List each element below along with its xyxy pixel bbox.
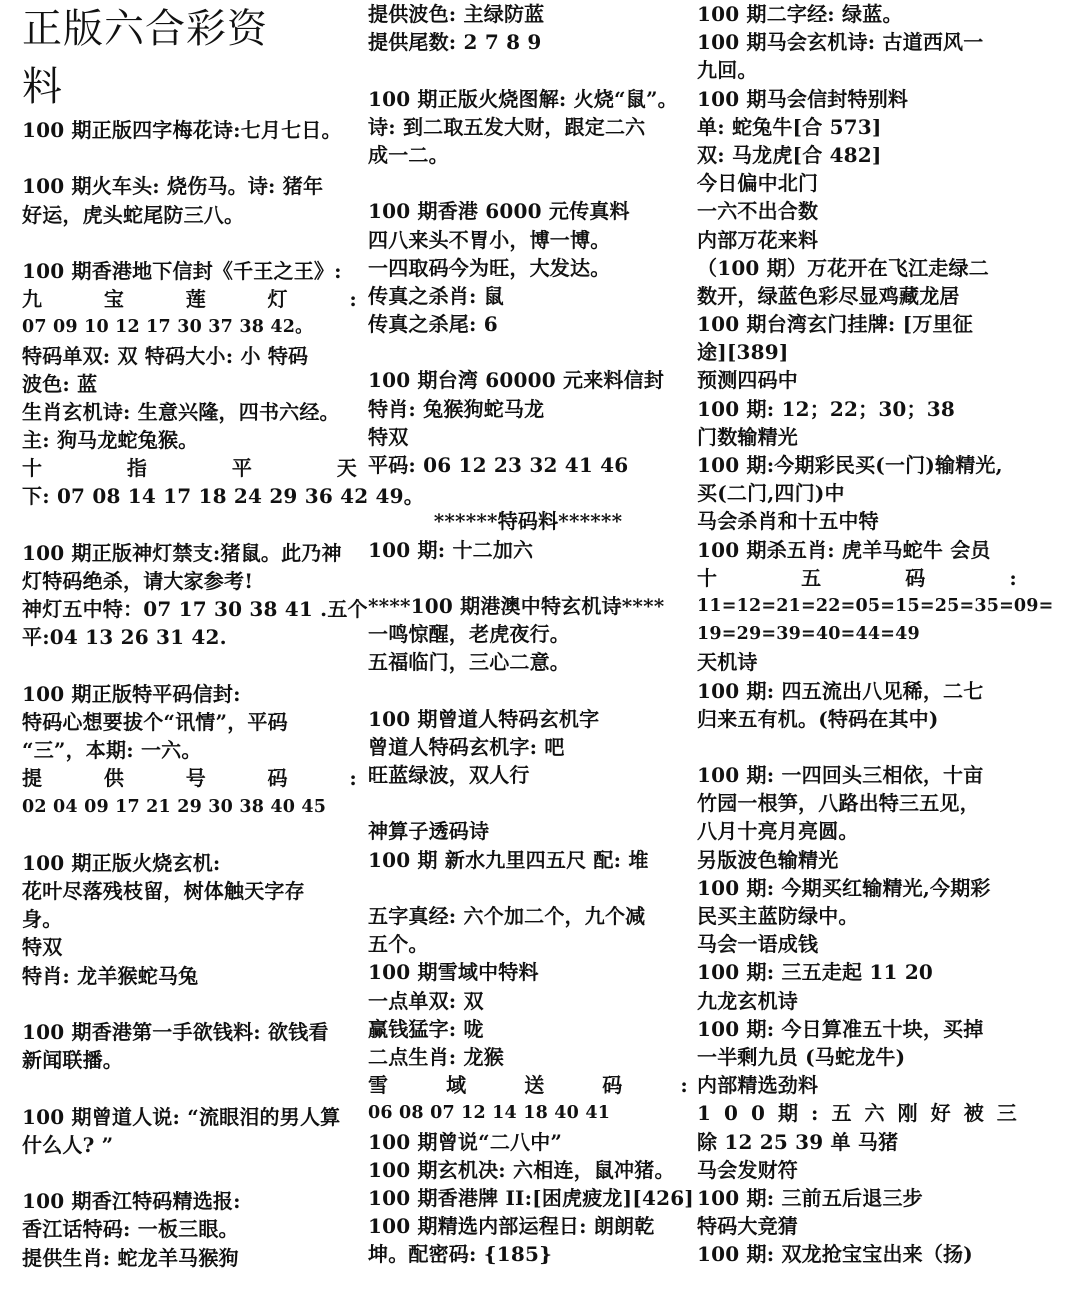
text-line: 什么人? ” (22, 1132, 114, 1157)
text-line: 100 期正版火烧玄机: (22, 850, 221, 875)
text-line: 内部精选劲料 (697, 1073, 819, 1098)
text-line: 100 期火车头: 烧伤马。诗: 猪年 (22, 174, 324, 199)
text-char: 提 (22, 766, 43, 791)
page-title: 正版六合彩资 (22, 6, 268, 52)
text-line: 特码单双: 双 特码大小: 小 特码 (22, 343, 309, 368)
text-line: 传真之杀尾: 6 (368, 312, 498, 337)
text-line: 好运，虎头蛇尾防三八。 (22, 202, 245, 227)
text-line: 特双 (22, 935, 63, 960)
line-spacer (368, 564, 688, 592)
text-line: 100 期: 今日算准五十块，买掉 (697, 1016, 984, 1041)
text-line: 天机诗 (697, 650, 758, 675)
line-spacer (368, 338, 688, 366)
text-char: 域 (446, 1073, 467, 1098)
line-spacer (22, 990, 357, 1018)
text-line: 马会杀肖和十五中特 (697, 509, 879, 534)
text-line: 九龙玄机诗 (697, 988, 798, 1013)
text-line: 香江话特码: 一板三眼。 (22, 1217, 239, 1242)
text-char: 天 (336, 456, 357, 481)
text-line: 100 期香港牌 II:[困虎疲龙][426] (368, 1185, 694, 1210)
text-line: 100 期: 四五流出八见稀，二七 (697, 678, 984, 703)
line-spacer (368, 677, 688, 705)
text-line: 一六不出合数 (697, 199, 819, 224)
text-char: 五 (801, 565, 822, 590)
text-line: 100 期 新水九里四五尺 配: 堆 (368, 847, 649, 872)
text-line: 生肖玄机诗: 生意兴隆，四书六经。 (22, 399, 340, 424)
text-line: 内部万花来料 (697, 227, 819, 252)
text-line: 100 期香港 6000 元传真料 (368, 199, 630, 224)
text-line: 一半剩九员 (马蛇龙牛) (697, 1044, 906, 1069)
text-char: 宝 (103, 287, 125, 312)
text-line: 100 期二字经: 绿蓝。 (697, 2, 903, 26)
text-line: 花叶尽落残枝留，树体触天字存 (22, 879, 305, 904)
text-line: 另版波色输精光 (697, 847, 839, 872)
text-line: 100 期马会玄机诗: 古道西风一 (697, 30, 984, 55)
text-line: 100 期: 今期买红输精光,今期彩 (697, 875, 991, 900)
line-spacer (22, 144, 357, 172)
text-line: 数开，绿蓝色彩尽显鸡藏龙居 (697, 283, 960, 308)
text-char: 0 (750, 1101, 766, 1126)
text-line: 100 期曾说“二八中” (368, 1129, 563, 1154)
text-line: 民买主蓝防绿中。 (697, 904, 859, 928)
text-char: 码 (602, 1073, 623, 1098)
text-line: 100 期精选内部运程日: 朗朗乾 (368, 1214, 655, 1239)
text-line: 身。 (22, 907, 63, 932)
text-line: 马会一语成钱 (697, 932, 819, 957)
text-line: 单: 蛇兔牛[合 573] (697, 114, 882, 139)
text-line: 除 12 25 39 单 马猪 (697, 1129, 899, 1154)
text-char: 号 (185, 766, 206, 791)
line-spacer (22, 1074, 357, 1102)
line-spacer (368, 56, 688, 84)
text-line: 门数输精光 (697, 424, 798, 449)
text-line: 100 期: 三前五后退三步 (697, 1185, 923, 1210)
text-line: ******特码料****** (433, 509, 623, 534)
text-line: 提供生肖: 蛇龙羊马猴狗 (22, 1245, 239, 1270)
text-char: 指 (126, 456, 148, 481)
text-line: 提供波色: 主绿防蓝 (368, 2, 545, 26)
text-char: : (1009, 565, 1017, 590)
line-spacer (22, 229, 357, 257)
text-line: 归来五有机。(特码在其中) (697, 706, 939, 731)
text-line: 马会发财符 (697, 1157, 798, 1182)
line-spacer (697, 733, 1017, 761)
text-char: 灯 (267, 287, 288, 312)
text-line: 11=12=21=22=05=15=25=35=09= (697, 595, 1054, 616)
text-line: 100 期正版四字梅花诗:七月七日。 (22, 118, 342, 142)
text-line: 五字真经: 六个加二个，九个减 (368, 904, 646, 928)
line-spacer (368, 874, 688, 902)
text-char: 刚 (897, 1101, 918, 1126)
text-line: 07 09 10 12 17 30 37 38 42。 (22, 317, 313, 338)
text-line: 100 期曾道人说: “流眼泪的男人算 (22, 1104, 341, 1129)
text-line: 02 04 09 17 21 29 30 38 40 45 (22, 796, 327, 817)
text-char: 供 (103, 766, 125, 791)
text-line: 一鸣惊醒，老虎夜行。 (368, 622, 570, 647)
text-char: 十 (22, 456, 43, 481)
text-char: : (680, 1073, 688, 1098)
text-line: 神灯五中特：07 17 30 38 41 .五个 (22, 597, 368, 622)
line-spacer (368, 789, 688, 817)
text-line: 100 期: 一四回头三相依，十亩 (697, 763, 984, 788)
text-line: 成一二。 (368, 142, 449, 167)
text-line: 赢钱猛字: 咙 (368, 1016, 484, 1041)
text-line: 神算子透码诗 (368, 819, 490, 844)
text-line: 100 期雪域中特料 (368, 960, 539, 985)
text-line: 100 期: 12；22；30；38 (697, 396, 955, 421)
text-line: 100 期正版特平码信封: (22, 681, 241, 706)
column-middle-lines (368, 0, 694, 1268)
text-line: 波色: 蓝 (22, 371, 98, 396)
text-line: 100 期: 十二加六 (368, 537, 534, 562)
text-line: 预测四码中 (697, 368, 798, 393)
text-char: 莲 (185, 287, 206, 312)
text-char: 九 (22, 287, 43, 312)
text-line (697, 564, 1017, 592)
line-spacer (368, 479, 688, 507)
line-spacer (22, 1159, 357, 1187)
text-line: 一四取码今为旺，大发达。 (368, 255, 611, 280)
text-line: 100 期马会信封特别料 (697, 86, 909, 111)
text-line: 诗: 到二取五发大财，跟定二六 (368, 114, 646, 139)
text-line: 100 期:今期彩民买(一门)输精光, (697, 453, 1003, 477)
text-line: 八月十亮月亮圆。 (697, 819, 859, 844)
text-line: 四八来头不胃小，博一博。 (368, 227, 611, 252)
text-char: 雪 (368, 1073, 389, 1098)
text-line: 06 08 07 12 14 18 40 41 (368, 1103, 611, 1124)
text-line: 今日偏中北门 (697, 171, 819, 196)
line-spacer (22, 511, 357, 539)
text-line: 双: 马龙虎[合 482] (697, 142, 882, 167)
text-line: 100 期香港第一手欲钱料: 欲钱看 (22, 1020, 329, 1044)
text-line: 九回。 (697, 58, 758, 83)
text-line: 特肖: 兔猴狗蛇马龙 (368, 396, 545, 421)
text-line: （100 期）万花开在飞江走绿二 (697, 255, 989, 280)
text-line: 100 期: 双龙抢宝宝出来（扬) (697, 1242, 973, 1267)
text-line: 19=29=39=40=44=49 (697, 624, 920, 645)
text-char: 平 (231, 456, 253, 481)
line-spacer (22, 821, 357, 849)
text-line: 100 期: 三五走起 11 20 (697, 960, 934, 985)
text-char: 五 (831, 1101, 852, 1126)
text-line: 竹园一根笋，八路出特三五见， (697, 791, 980, 816)
text-line: 下: 07 08 14 17 18 24 29 36 42 49。 (22, 484, 424, 509)
text-line: 一点单双: 双 (368, 988, 484, 1013)
text-line: 100 期正版火烧图解: 火烧“鼠”。 (368, 86, 678, 111)
text-line: “三”，本期: 一六。 (22, 738, 202, 763)
page-title-continued: 料 (22, 64, 63, 110)
text-char: : (811, 1101, 819, 1126)
text-line: 五福临门，三心二意。 (368, 650, 570, 675)
text-line: 途][389] (697, 340, 789, 365)
text-char: : (349, 287, 357, 312)
text-line: 坤。配密码: {185} (368, 1242, 553, 1267)
column-right-lines (697, 0, 1054, 1268)
text-line: 五个。 (368, 932, 429, 957)
line-spacer (22, 652, 357, 680)
text-line: 旺蓝绿波，双人行 (368, 763, 530, 788)
text-line: 平:04 13 26 31 42. (22, 625, 227, 650)
text-char: 十 (697, 565, 718, 590)
text-line: 100 期曾道人特码玄机字 (368, 706, 600, 731)
text-line: 100 期台湾玄门挂牌: [万里征 (697, 312, 973, 337)
text-char: 好 (930, 1101, 951, 1126)
text-line (22, 285, 357, 313)
text-char: 0 (723, 1101, 739, 1126)
text-line: 传真之杀肖: 鼠 (368, 283, 504, 308)
text-line: 新闻联播。 (22, 1048, 123, 1073)
text-line: 100 期玄机决: 六相连，鼠冲猪。 (368, 1157, 675, 1182)
column-right (697, 0, 1054, 1268)
text-line: 100 期香江特码精选报: (22, 1189, 241, 1214)
text-char: 码 (905, 565, 926, 590)
text-line: 二点生肖: 龙猴 (368, 1044, 504, 1069)
column-middle (368, 0, 694, 1268)
text-char: 被 (963, 1101, 984, 1126)
text-line (368, 1071, 688, 1099)
text-char: 三 (996, 1101, 1017, 1126)
text-line: 主: 狗马龙蛇兔猴。 (22, 428, 199, 453)
text-line: 特码心想要拔个“讯情”，平码 (22, 709, 288, 734)
text-char: 送 (524, 1073, 545, 1098)
text-line: 100 期香港地下信封《千王之王》: (22, 258, 342, 283)
text-line: 特肖: 龙羊猴蛇马兔 (22, 963, 199, 988)
text-line: ****100 期港澳中特玄机诗**** (368, 593, 665, 618)
text-line: 100 期杀五肖: 虎羊马蛇牛 会员 (697, 537, 991, 562)
text-char: 六 (864, 1101, 885, 1126)
text-char: : (349, 766, 357, 791)
text-line: 提供尾数: 2 7 8 9 (368, 30, 542, 55)
text-line: 100 期正版神灯禁支:猪鼠。此乃神 (22, 540, 342, 565)
text-line: 特码大竞猜 (697, 1214, 798, 1239)
text-line: 100 期台湾 60000 元来料信封 (368, 368, 665, 393)
text-line: 买(二门,四门)中 (697, 481, 845, 506)
text-line: 平码: 06 12 23 32 41 46 (368, 453, 629, 477)
text-line: 特双 (368, 424, 409, 449)
text-line: 曾道人特码玄机字: 吧 (368, 734, 565, 759)
line-spacer (368, 169, 688, 197)
text-line (697, 1099, 1017, 1127)
text-line (22, 454, 357, 482)
text-line (22, 764, 357, 792)
text-char: 码 (267, 766, 288, 791)
text-char: 1 (697, 1101, 712, 1126)
text-line: 灯特码绝杀，请大家参考! (22, 569, 254, 593)
text-char: 期 (777, 1101, 799, 1126)
